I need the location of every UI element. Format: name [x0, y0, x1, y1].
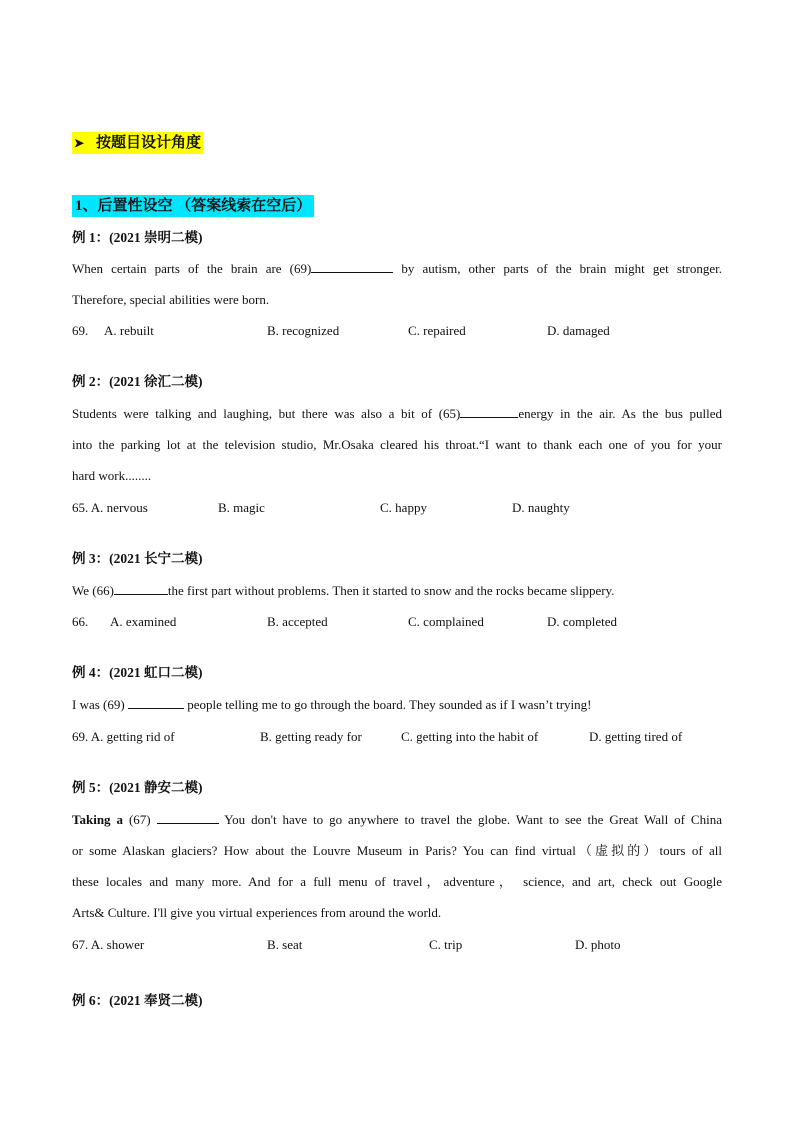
option-d: D. damaged: [547, 323, 610, 338]
question-number: 69.: [72, 323, 89, 338]
answer-blank: [128, 696, 184, 709]
answer-blank: [157, 811, 219, 824]
passage-line: When certain parts of the brain are (69) by autism, other parts of the brain might get stronger.: [72, 261, 722, 276]
example-label: 例 4：(2021 虹口二模): [72, 665, 203, 680]
answer-options: [72, 499, 722, 517]
option-c: C. trip: [429, 937, 463, 952]
option-b: B. recognized: [267, 323, 340, 338]
option-a: 67. A. shower: [72, 937, 145, 952]
passage-line: Arts& Culture. I'll give you virtual experiences from around the world.: [72, 905, 442, 920]
option-c: C. getting into the habit of: [401, 729, 539, 744]
option-b: B. seat: [267, 937, 303, 952]
passage-line: hard work........: [72, 468, 152, 483]
section-heading-text: 按题目设计角度: [96, 135, 202, 151]
passage-line: Students were talking and laughing, but there was also a bit of (65) energy in the air. As the bus pulled: [72, 406, 722, 421]
example-passage: [72, 575, 722, 606]
bold-lead-text: Taking a: [72, 812, 124, 827]
arrow-bullet-icon: ➤: [74, 136, 85, 150]
passage-line: these locales and many more. And for a full menu of travel，adventure， science, and art, check out Google: [72, 874, 722, 889]
option-b: B. accepted: [267, 614, 328, 629]
option-a: A. examined: [110, 614, 177, 629]
option-c: C. repaired: [408, 323, 466, 338]
answer-blank: [460, 405, 518, 418]
example-passage: [72, 398, 722, 491]
passage-line: Taking a (67) You don't have to go anywhere to travel the globe. Want to see the Great Wall of China: [72, 812, 722, 827]
option-a: 69. A. getting rid of: [72, 729, 175, 744]
example-passage: [72, 689, 722, 720]
answer-options: [72, 613, 722, 631]
example-label: 例 5：(2021 静安二模): [72, 780, 203, 795]
option-c: C. complained: [408, 614, 484, 629]
question-number: 66.: [72, 614, 89, 629]
option-d: D. photo: [575, 937, 621, 952]
answer-options: [72, 728, 722, 746]
passage-line: We (66) the first part without problems. Then it started to snow and the rocks became slippery.: [72, 583, 615, 598]
section-heading: [72, 132, 203, 154]
example-passage: [72, 253, 722, 315]
answer-blank: [114, 582, 168, 595]
example-label: 例 6：(2021 奉贤二模): [72, 993, 203, 1008]
option-d: D. completed: [547, 614, 618, 629]
passage-line: into the parking lot at the television studio, Mr.Osaka cleared his throat.“I want to thank each one of you for your: [72, 437, 722, 452]
option-a: 65. A. nervous: [72, 500, 148, 515]
option-a: A. rebuilt: [104, 323, 154, 338]
passage-line: or some Alaskan glaciers? How about the Louvre Museum in Paris? You can find virtual（虚拟的）tours of all: [72, 843, 722, 858]
option-c: C. happy: [380, 500, 427, 515]
subsection-heading: 1、后置性设空 （答案线索在空后）: [72, 195, 314, 217]
passage-line: Therefore, special abilities were born.: [72, 292, 270, 307]
example-label: 例 1：(2021 崇明二模): [72, 230, 203, 245]
option-d: D. naughty: [512, 500, 570, 515]
option-b: B. getting ready for: [260, 729, 362, 744]
answer-options: [72, 322, 722, 340]
example-passage: [72, 804, 722, 928]
example-label: 例 2：(2021 徐汇二模): [72, 374, 203, 389]
answer-options: [72, 936, 722, 954]
answer-blank: [311, 260, 393, 273]
option-b: B. magic: [218, 500, 265, 515]
example-label: 例 3：(2021 长宁二模): [72, 551, 203, 566]
passage-line: I was (69) people telling me to go through the board. They sounded as if I wasn’t trying!: [72, 697, 592, 712]
option-d: D. getting tired of: [589, 729, 683, 744]
